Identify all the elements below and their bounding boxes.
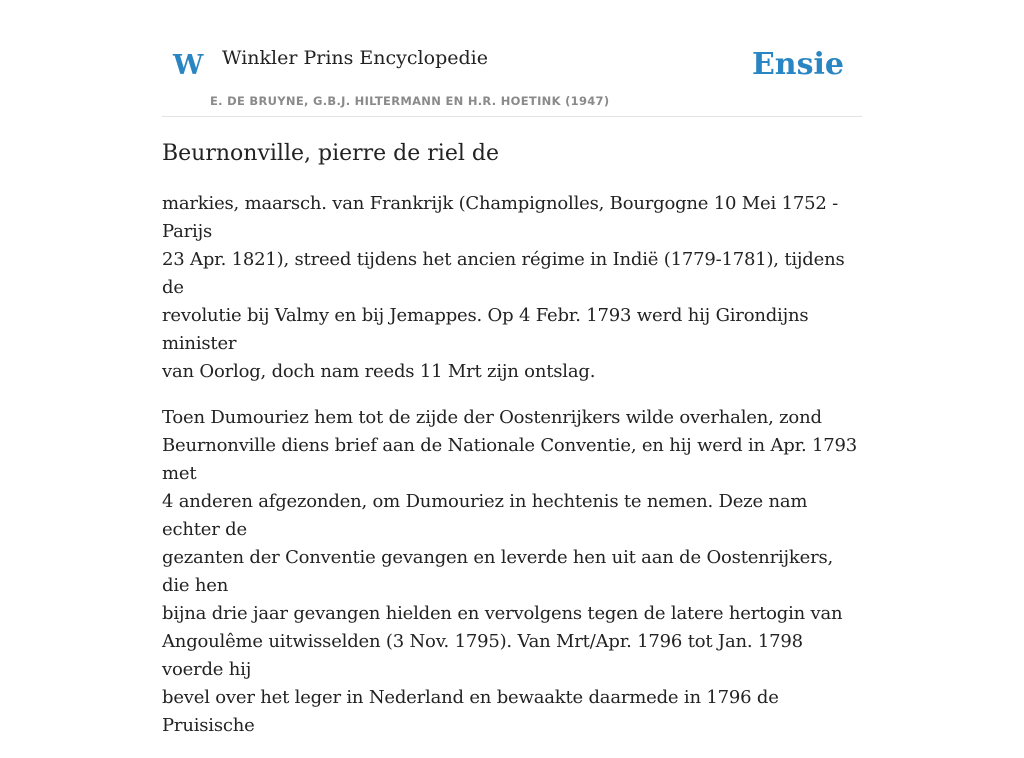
article-paragraph: Toen Dumouriez hem tot de zijde der Oostenrijkers wilde overhalen, zond Beurnonville diens brief aan de Nationale Conventie, en hij werd in Apr. 1793 met 4 anderen afgezonden, om Dumouriez in hechtenis te nemen. Deze nam echter de gezanten der Conventie gevangen en leverde hen uit aan de Oostenrijkers, die hen bijna drie jaar gevangen hielden en vervolgens tegen de latere hertogin van Angoulême uitwisselden (3 Nov. 1795). Van Mrt/Apr. 1796 tot Jan. 1798 voerde hij bevel over het leger in Nederland en bewaakte daarmede in 1796 de Pruisische [162,407,858,736]
wp-logo-icon[interactable]: W [173,50,204,81]
ensie-logo[interactable]: Ensie [751,47,844,82]
article-content [162,138,862,758]
site-title[interactable]: Winkler Prins Encyclopedie [222,47,488,69]
site-header [162,0,862,117]
authors-line: E. DE BRUYNE, G.B.J. HILTERMANN EN H.R. HOETINK (1947) [210,94,610,108]
article-paragraph: markies, maarsch. van Frankrijk (Champignolles, Bourgogne 10 Mei 1752 - Parijs 23 Apr. 1821), streed tijdens het ancien régime in Indië (1779-1781), tijdens de revolutie bij Valmy en bij Jemappes. Op 4 Febr. 1793 werd hij Girondijns minister van Oorlog, doch nam reeds 11 Mrt zijn ontslag. [162,193,845,382]
article-title: Beurnonville, pierre de riel de [162,141,499,166]
